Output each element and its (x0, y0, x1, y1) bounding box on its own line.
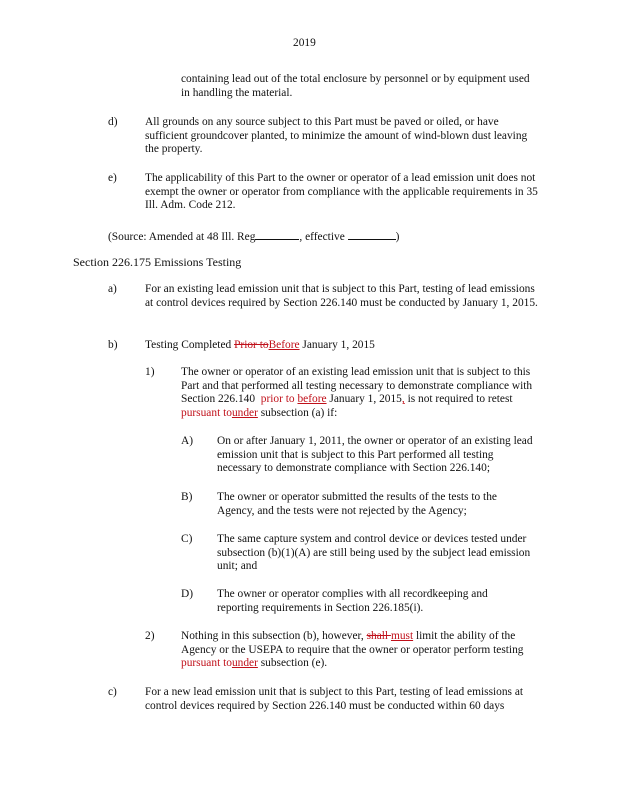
item-b-pre: Testing Completed (145, 339, 235, 351)
page-year: 2019 (293, 37, 316, 49)
item-d-text: All grounds on any source subject to this Part must be paved or oiled, or have sufficient groundcover planted, to minimize the amount of wind-blown dust leaving the property. (145, 116, 528, 156)
item-B-label: B) (181, 491, 193, 503)
source-prefix: (Source: Amended at 48 Ill. Reg (108, 231, 256, 243)
inserted-text: must (390, 630, 414, 642)
item-A-text: On or after January 1, 2011, the owner or operator of an existing lead emission unit that is subject to this Part performed all testing necessary to demonstrate compliance with Section 226.140; (217, 435, 533, 475)
item-b-heading (145, 339, 375, 353)
item-b-post: January 1, 2015 (299, 339, 375, 351)
item-b1-label: 1) (145, 366, 155, 378)
item-a-label: a) (108, 283, 117, 295)
item-D-label: D) (181, 588, 194, 600)
item-D-text: The owner or operator complies with all recordkeeping and reporting requirements in Section 226.185(i). (217, 588, 488, 614)
source-date-blank (348, 228, 396, 240)
source-mid: , effective (299, 231, 348, 243)
source-suffix: ) (395, 231, 400, 243)
intro-continuation: containing lead out of the total enclosure by personnel or by equipment used in handling the material. (181, 73, 530, 99)
inserted-text: under (231, 406, 258, 419)
source-note (108, 228, 399, 245)
inserted-text: before (297, 393, 327, 406)
item-A-label: A) (181, 435, 194, 447)
inserted-text: pursuant to (181, 657, 232, 670)
inserted-text: under (231, 657, 258, 670)
item-b-label: b) (108, 339, 118, 351)
source-reg-blank (255, 228, 299, 240)
deleted-text: shall (366, 630, 391, 642)
item-c-label: c) (108, 686, 117, 698)
item-d-label: d) (108, 116, 118, 128)
item-e-label: e) (108, 172, 117, 184)
inserted-text: , (401, 393, 405, 406)
item-e-text: The applicability of this Part to the owner or operator of a lead emission unit does not exempt the owner or operator from compliance with the applicable requirements in 35 Ill. Adm. Code 212. (145, 172, 538, 212)
section-heading: Section 226.175 Emissions Testing (73, 255, 242, 269)
item-B-text: The owner or operator submitted the results of the tests to the Agency, and the tests were not rejected by the Agency; (217, 491, 497, 517)
inserted-text: pursuant to (181, 406, 232, 419)
deleted-text: Prior to (234, 339, 269, 351)
item-C-text: The same capture system and control device or devices tested under subsection (b)(1)(A) are still being used by the subject lead emission unit; and (217, 533, 531, 573)
item-b2-text: Nothing in this subsection (b), however, shall must limit the ability of the Agency or the USEPA to require that the owner or operator perform testing pursuant tounder subsection (e). (181, 630, 524, 670)
inserted-text: prior to (260, 393, 295, 406)
item-b2-label: 2) (145, 630, 155, 642)
item-b1-text: The owner or operator of an existing lead emission unit that is subject to this Part and that performed all testing necessary to demonstrate compliance with Section 226.140 prior to before January 1, 2015, is not required to retest pursuant tounder subsection (a) if: (181, 366, 533, 419)
inserted-text: Before (268, 339, 300, 351)
item-C-label: C) (181, 533, 193, 545)
item-c-text: For a new lead emission unit that is subject to this Part, testing of lead emissions at control devices required by Section 226.140 must be conducted within 60 days (145, 686, 524, 712)
item-a-text: For an existing lead emission unit that is subject to this Part, testing of lead emissions at control devices required by Section 226.140 must be conducted by January 1, 2015. (145, 283, 538, 309)
